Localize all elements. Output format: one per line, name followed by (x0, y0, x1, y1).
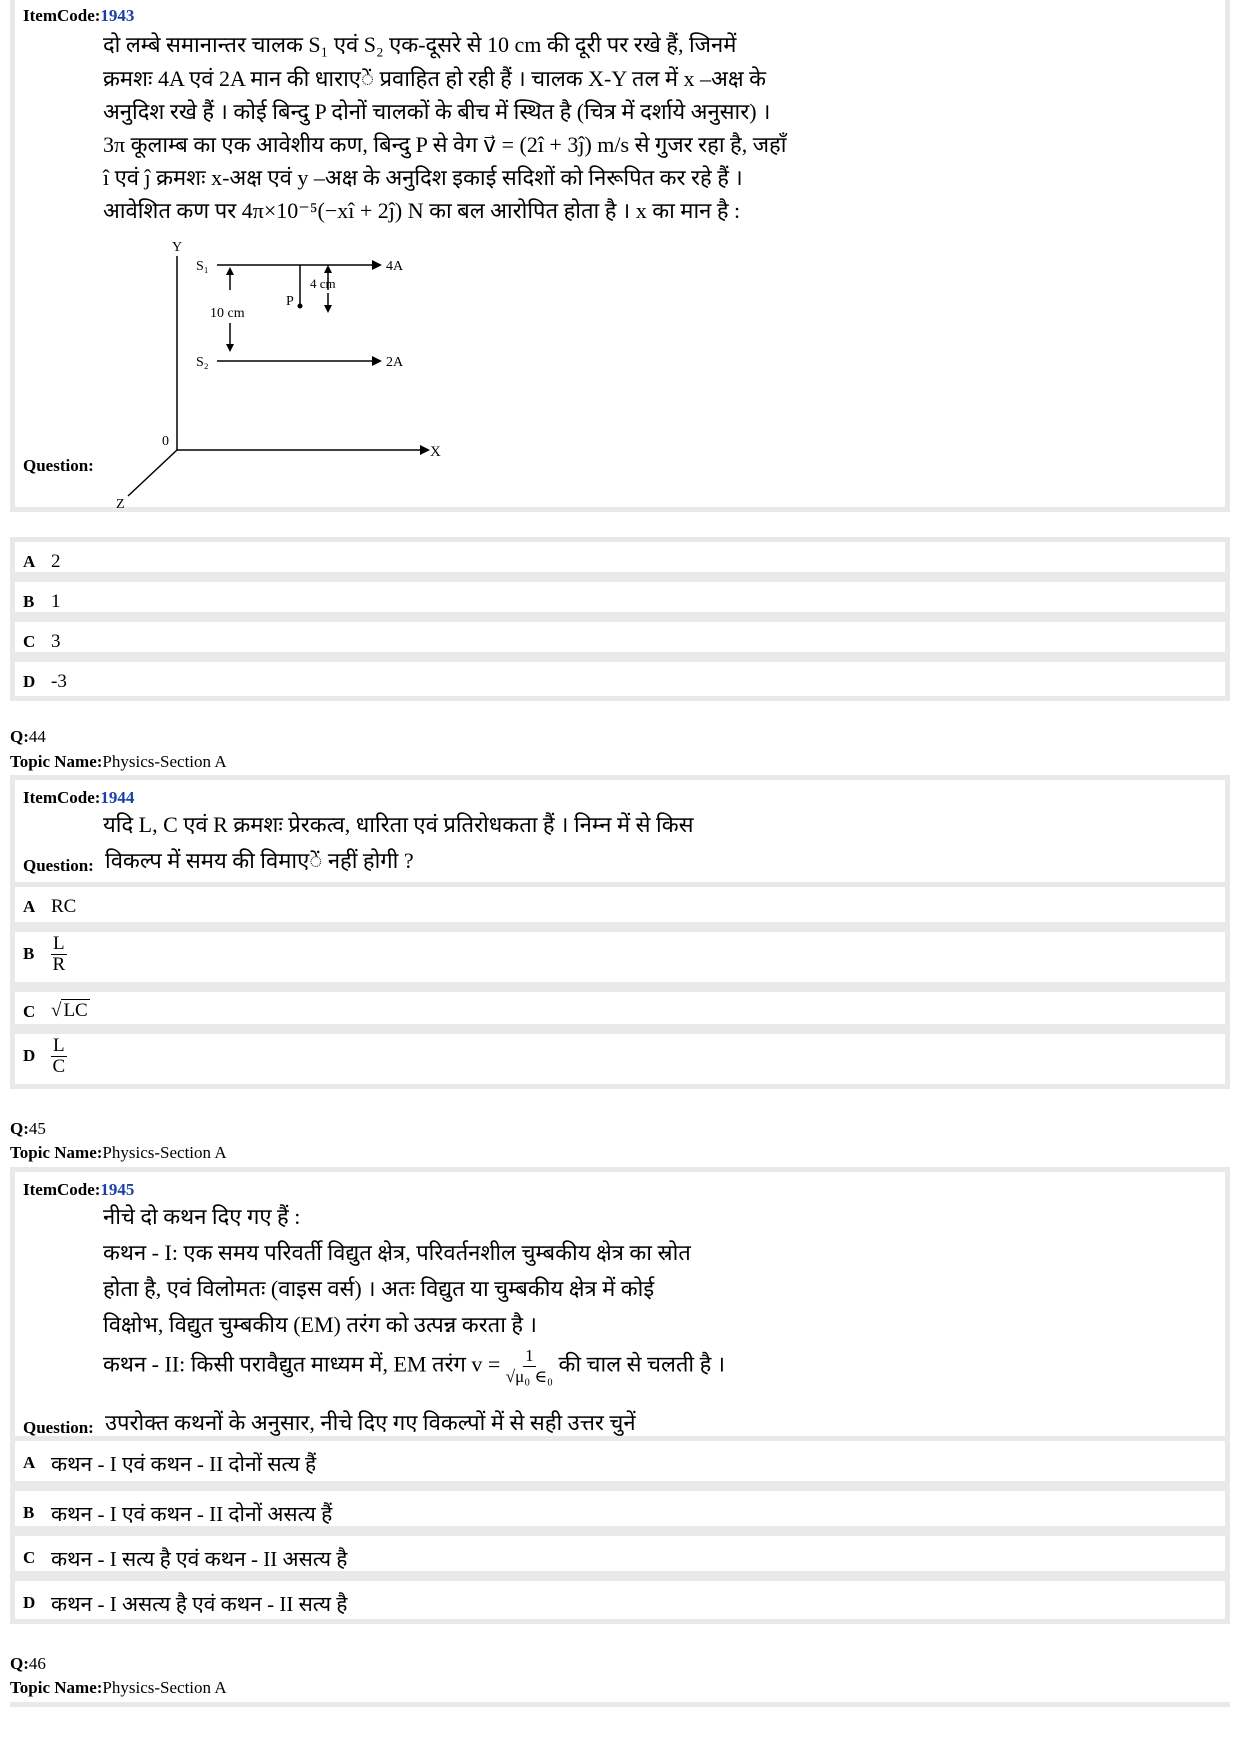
option-letter: D (23, 1593, 36, 1612)
option-a[interactable] (10, 887, 1230, 927)
arrow-s1 (372, 260, 382, 270)
topic-value: Physics-Section A (102, 1678, 227, 1697)
question-43-block (10, 0, 1230, 512)
fraction-l-over-c (51, 1036, 67, 1077)
q-number: 46 (28, 1654, 46, 1673)
conductor-diagram (110, 238, 490, 513)
option-b[interactable] (10, 577, 1230, 617)
arrow-x (420, 445, 430, 455)
option-letter: D (23, 672, 36, 691)
z-axis-label: Z (116, 497, 125, 512)
statement-2-prefix: कथन - II: किसी परावैद्युत माध्यम में, EM तरंग v = (103, 1351, 501, 1377)
option-value: -3 (51, 671, 67, 692)
option-value: कथन - I एवं कथन - II दोनों असत्य हैं (51, 1502, 333, 1526)
option-letter: C (23, 1548, 36, 1567)
z-axis-line (128, 450, 177, 496)
topic-label: Topic Name: (10, 1678, 103, 1697)
question-label: Question: (23, 456, 94, 475)
topic-name-44 (10, 752, 227, 772)
topic-label: Topic Name: (10, 752, 103, 771)
option-letter: B (23, 1503, 35, 1522)
option-letter: B (23, 592, 35, 611)
q43-line-2: क्रमशः 4A एवं 2A मान की धाराएें प्रवाहित हो रही हैं । चालक X-Y तल में x –अक्ष के (103, 66, 767, 91)
itemcode-value: 1943 (100, 6, 135, 25)
numerator: L (53, 933, 65, 954)
distance-label: 4 cm (310, 276, 336, 291)
question-44-block (10, 775, 1230, 887)
radicand: LC (63, 1000, 88, 1021)
option-d[interactable] (10, 1576, 1230, 1624)
q45-line-4: विक्षोभ, विद्युत चुम्बकीय (EM) तरंग को उत्पन्न करता है । (103, 1312, 537, 1337)
topic-name-46 (10, 1678, 227, 1698)
option-b[interactable] (10, 1486, 1230, 1531)
itemcode-label: ItemCode: (23, 1180, 101, 1199)
question-label: Question: (23, 1418, 94, 1437)
option-value: कथन - I एवं कथन - II दोनों सत्य हैं (51, 1452, 317, 1476)
q-label: Q: (10, 727, 29, 746)
question-label: Question: (23, 856, 94, 875)
x-axis-label: X (430, 444, 441, 460)
q45-line-5 (103, 1346, 725, 1387)
origin-label: 0 (162, 434, 169, 449)
sqrt-lc: √ LC (51, 1000, 88, 1021)
speed-formula (506, 1346, 553, 1387)
option-letter: A (23, 1453, 36, 1472)
q44-line-2: विकल्प में समय की विमाएें नहीं होगी ? (105, 848, 414, 873)
question-46-block-top (10, 1702, 1230, 1707)
itemcode-value: 1944 (100, 788, 135, 807)
current-4a-label: 4A (386, 259, 404, 274)
option-value: कथन - I सत्य है एवं कथन - II असत्य है (51, 1547, 348, 1571)
option-value: 1 (51, 591, 61, 612)
radicand: μ₀ ∈₀ (515, 1367, 553, 1386)
topic-value: Physics-Section A (102, 1143, 227, 1162)
s1-label: S₁ (196, 259, 209, 274)
option-letter: C (23, 632, 36, 651)
q45-line-2: कथन - I: एक समय परिवर्ती विद्युत क्षेत्र, परिवर्तनशील चुम्बकीय क्षेत्र का स्रोत (103, 1240, 691, 1265)
option-value: 2 (51, 551, 61, 572)
q-label: Q: (10, 1119, 29, 1138)
q43-line-3: अनुदिश रखे हैं । कोई बिन्दु P दोनों चालकों के बीच में स्थित है (चित्र में दर्शाये अनुसार) । (103, 99, 771, 124)
numerator: L (53, 1035, 65, 1056)
q43-line-4: 3π कूलाम्ब का एक आवेशीय कण, बिन्दु P से वेग v⃗ = (2î + 3ĵ) m/s से गुजर रहा है, जहाँ (103, 132, 787, 157)
question-number-46 (10, 1654, 46, 1674)
y-axis-label: Y (172, 240, 183, 255)
option-letter: A (23, 897, 36, 916)
itemcode-43 (23, 6, 134, 26)
fraction-l-over-r (51, 934, 67, 975)
s2-label: S₂ (196, 355, 209, 370)
option-letter: D (23, 1046, 36, 1065)
q-number: 45 (28, 1119, 46, 1138)
q43-line-1: दो लम्बे समानान्तर चालक S₁ एवं S₂ एक-दूसरे से 10 cm की दूरी पर रखे हैं, जिनमें (103, 32, 737, 57)
denominator: √μ₀ ∈₀ (505, 1367, 553, 1386)
itemcode-label: ItemCode: (23, 6, 101, 25)
arrow-s2 (372, 356, 382, 366)
option-d[interactable] (10, 657, 1230, 701)
option-value: 3 (51, 631, 61, 652)
q45-line-6: उपरोक्त कथनों के अनुसार, नीचे दिए गए विकल्पों में से सही उत्तर चुनें (105, 1410, 636, 1435)
option-d[interactable] (10, 1029, 1230, 1089)
question-number-44 (10, 727, 46, 747)
q-label: Q: (10, 1654, 29, 1673)
denominator: C (52, 1056, 66, 1077)
statement-2-suffix: की चाल से चलती है । (558, 1351, 726, 1377)
topic-label: Topic Name: (10, 1143, 103, 1162)
itemcode-45 (23, 1180, 134, 1200)
option-b[interactable] (10, 927, 1230, 987)
option-letter: A (23, 552, 36, 571)
q45-line-1: नीचे दो कथन दिए गए हैं : (103, 1204, 301, 1229)
option-value: कथन - I असत्य है एवं कथन - II सत्य है (51, 1592, 348, 1616)
q43-line-5: î एवं ĵ क्रमशः x-अक्ष एवं y –अक्ष के अनुदिश इकाई सदिशों को निरूपित कर रहे हैं । (103, 165, 743, 190)
question-45-block (10, 1167, 1230, 1441)
p-label: P (286, 294, 294, 309)
option-letter: B (23, 944, 35, 963)
topic-name-45 (10, 1143, 227, 1163)
q-number: 44 (28, 727, 46, 746)
option-c[interactable] (10, 987, 1230, 1029)
q44-line-1: यदि L, C एवं R क्रमशः प्रेरकत्व, धारिता एवं प्रतिरोधकता हैं । निम्न में से किस (103, 812, 694, 837)
option-c[interactable] (10, 617, 1230, 657)
itemcode-value: 1945 (100, 1180, 135, 1199)
topic-value: Physics-Section A (102, 752, 227, 771)
separation-label: 10 cm (210, 306, 245, 321)
itemcode-label: ItemCode: (23, 788, 101, 807)
question-number-45 (10, 1119, 46, 1139)
option-a[interactable] (10, 537, 1230, 577)
option-value: RC (51, 896, 77, 917)
itemcode-44 (23, 788, 134, 808)
option-c[interactable] (10, 1531, 1230, 1576)
current-2a-label: 2A (386, 355, 404, 370)
q45-line-3: होता है, एवं विलोमतः (वाइस वर्स) । अतः विद्युत या चुम्बकीय क्षेत्र में कोई (103, 1276, 655, 1301)
numerator: 1 (525, 1346, 534, 1365)
q43-line-6: आवेशित कण पर 4π×10⁻⁵(−xî + 2ĵ) N का बल आरोपित होता है । x का मान है : (103, 198, 741, 223)
option-a[interactable] (10, 1441, 1230, 1486)
point-p (298, 304, 303, 309)
denominator: R (52, 954, 66, 975)
option-letter: C (23, 1002, 36, 1021)
